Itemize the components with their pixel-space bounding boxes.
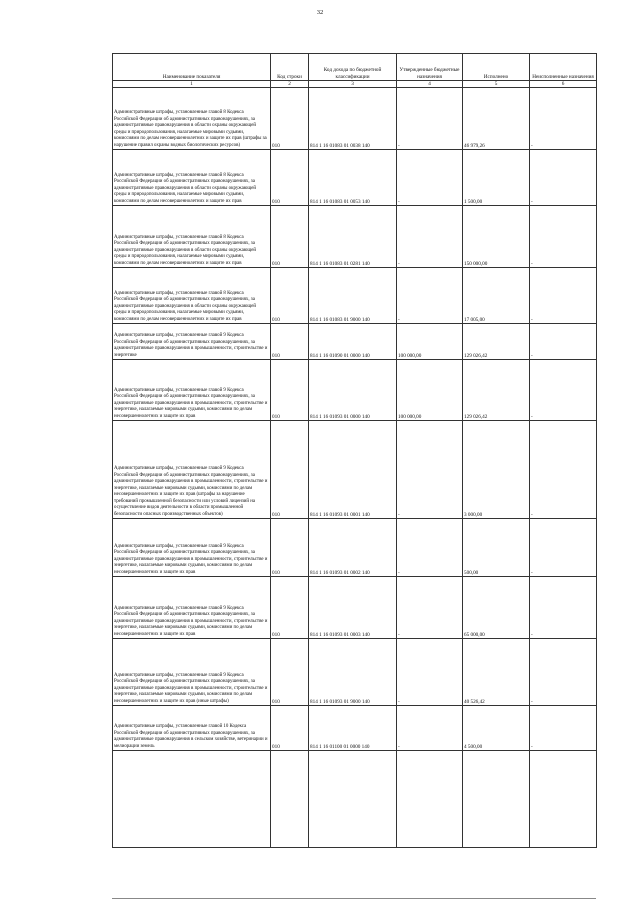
table-row: [113, 88, 597, 150]
row-name-cell: Административные штрафы, установленные главой 9 Кодекса Российской Федерации об административных правонарушениях, за административные правонарушения в промышленности, строительстве и энергетике, налагаемые мировыми судьями, комиссиями по делам несовершеннолетних и защите их прав: [113, 360, 271, 421]
table-row: [113, 639, 597, 706]
row-unexecuted-cell: -: [530, 577, 597, 639]
table-row: [113, 751, 597, 848]
row-line-code-cell: 010: [271, 577, 309, 639]
row-approved-cell: -: [397, 421, 463, 519]
table-row: [113, 577, 597, 639]
row-budget-code-cell: 814 1 16 01083 01 0038 140: [309, 88, 397, 150]
row-unexecuted-cell: -: [530, 88, 597, 150]
row-budget-code-cell: 814 1 16 01093 01 0000 140: [309, 360, 397, 421]
row-approved-cell: -: [397, 150, 463, 206]
row-line-code-cell: 010: [271, 421, 309, 519]
row-budget-code-cell: 814 1 16 01100 01 0000 140: [309, 706, 397, 751]
row-approved-cell: 100 000,00: [397, 360, 463, 421]
column-number: 6: [530, 81, 597, 88]
report-table: [112, 53, 597, 848]
row-approved-cell: 100 000,00: [397, 324, 463, 360]
row-unexecuted-cell: -: [530, 360, 597, 421]
table-row: [113, 206, 597, 268]
row-unexecuted-cell: -: [530, 206, 597, 268]
row-budget-code-cell: 814 1 16 01090 01 0000 140: [309, 324, 397, 360]
row-name-cell: Административные штрафы, установленные главой 9 Кодекса Российской Федерации об административных правонарушениях, за административные правонарушения в промышленности, строительстве и энергетике: [113, 324, 271, 360]
row-line-code-cell: 010: [271, 206, 309, 268]
row-unexecuted-cell: -: [530, 268, 597, 324]
column-header-line-code: Код строки: [271, 54, 309, 81]
page-number: 32: [316, 9, 324, 16]
row-budget-code-cell: 814 1 16 01083 01 0053 140: [309, 150, 397, 206]
row-approved-cell: -: [397, 639, 463, 706]
row-line-code-cell: 010: [271, 268, 309, 324]
row-executed-cell: 129 026,42: [463, 324, 530, 360]
row-executed-cell: 3 000,00: [463, 421, 530, 519]
table-header-row: [113, 54, 597, 81]
row-line-code-cell: 010: [271, 360, 309, 421]
row-line-code-cell: 010: [271, 324, 309, 360]
row-name-cell: Административные штрафы, установленные главой 9 Кодекса Российской Федерации об административных правонарушениях, за административные правонарушения в промышленности, строительстве и энергетике, налагаемые мировыми судьями, комиссиями по делам несовершеннолетних и защите их прав: [113, 577, 271, 639]
row-line-code-cell: 010: [271, 706, 309, 751]
column-header-approved: Утвержденные бюджетные назначения: [397, 54, 463, 81]
column-number: 2: [271, 81, 309, 88]
row-unexecuted-cell: [530, 751, 597, 848]
row-budget-code-cell: [309, 751, 397, 848]
row-name-cell: Административные штрафы, установленные главой 8 Кодекса Российской Федерации об административных правонарушениях, за административные правонарушения в области охраны окружающей среды и природопользования, налагаемые мировыми судьями, комиссиями по делам несовершеннолетних и защите их прав: [113, 268, 271, 324]
row-executed-cell: 500,00: [463, 519, 530, 577]
row-name-cell: Административные штрафы, установленные главой 8 Кодекса Российской Федерации об административных правонарушениях, за административные правонарушения в области охраны окружающей среды и природопользования, налагаемые мировыми судьями, комиссиями по делам несовершеннолетних и защите их прав: [113, 150, 271, 206]
row-executed-cell: 65 000,00: [463, 577, 530, 639]
row-budget-code-cell: 814 1 16 01083 01 0281 140: [309, 206, 397, 268]
row-line-code-cell: 010: [271, 639, 309, 706]
row-executed-cell: 4 500,00: [463, 706, 530, 751]
row-budget-code-cell: 814 1 16 01093 01 9000 140: [309, 639, 397, 706]
row-executed-cell: 129 026,42: [463, 360, 530, 421]
table-row: [113, 519, 597, 577]
row-line-code-cell: [271, 751, 309, 848]
row-budget-code-cell: 814 1 16 01093 01 0001 140: [309, 421, 397, 519]
row-executed-cell: 46 979,26: [463, 88, 530, 150]
column-header-executed: Исполнено: [463, 54, 530, 81]
column-number-row: [113, 81, 597, 88]
row-line-code-cell: 010: [271, 150, 309, 206]
row-budget-code-cell: 814 1 16 01083 01 9000 140: [309, 268, 397, 324]
row-name-cell: Административные штрафы, установленные главой 9 Кодекса Российской Федерации об административных правонарушениях, за административные правонарушения в промышленности, строительстве и энергетике, налагаемые мировыми судьями, комиссиями по делам несовершеннолетних и защите их прав (иные штрафы): [113, 639, 271, 706]
column-number: 5: [463, 81, 530, 88]
row-budget-code-cell: 814 1 16 01093 01 0002 140: [309, 519, 397, 577]
row-name-cell: [113, 751, 271, 848]
table-row: [113, 150, 597, 206]
row-executed-cell: 40 526,42: [463, 639, 530, 706]
row-approved-cell: [397, 751, 463, 848]
row-budget-code-cell: 814 1 16 01093 01 0003 140: [309, 577, 397, 639]
row-name-cell: Административные штрафы, установленные главой 8 Кодекса Российской Федерации об административных правонарушениях, за административные правонарушения в области охраны окружающей среды и природопользования, налагаемые мировыми судьями, комиссиями по делам несовершеннолетних и защите их прав: [113, 206, 271, 268]
column-header-budget-code: Код дохода по бюджетной классификации: [309, 54, 397, 81]
row-name-cell: Административные штрафы, установленные главой 9 Кодекса Российской Федерации об административных правонарушениях, за административные правонарушения в промышленности, строительстве и энергетике, налагаемые мировыми судьями, комиссиями по делам несовершеннолетних и защите их прав (штрафы за нарушение требований промышленной безопасности или условий лицензий на осуществление видов деятельности в области промышленной безопасности опасных производственных объектов): [113, 421, 271, 519]
row-approved-cell: -: [397, 519, 463, 577]
table-row: [113, 421, 597, 519]
table-row: [113, 324, 597, 360]
table-row: [113, 360, 597, 421]
column-number: 3: [309, 81, 397, 88]
row-approved-cell: -: [397, 268, 463, 324]
row-unexecuted-cell: -: [530, 150, 597, 206]
row-executed-cell: 17 005,00: [463, 268, 530, 324]
row-approved-cell: -: [397, 706, 463, 751]
row-executed-cell: [463, 751, 530, 848]
row-name-cell: Административные штрафы, установленные главой 10 Кодекса Российской Федерации об административных правонарушениях, за административные правонарушения в сельском хозяйстве, ветеринарии и мелиорации земель: [113, 706, 271, 751]
table-row: [113, 268, 597, 324]
row-executed-cell: 1 500,00: [463, 150, 530, 206]
row-unexecuted-cell: -: [530, 519, 597, 577]
column-header-name: Наименование показателя: [113, 54, 271, 81]
column-number: 1: [113, 81, 271, 88]
row-unexecuted-cell: -: [530, 706, 597, 751]
row-name-cell: Административные штрафы, установленные главой 9 Кодекса Российской Федерации об административных правонарушениях, за административные правонарушения в промышленности, строительстве и энергетике, налагаемые мировыми судьями, комиссиями по делам несовершеннолетних и защите их прав: [113, 519, 271, 577]
row-line-code-cell: 010: [271, 88, 309, 150]
row-executed-cell: 150 000,00: [463, 206, 530, 268]
row-approved-cell: -: [397, 88, 463, 150]
row-approved-cell: -: [397, 577, 463, 639]
row-unexecuted-cell: -: [530, 421, 597, 519]
row-unexecuted-cell: -: [530, 639, 597, 706]
row-name-cell: Административные штрафы, установленные главой 8 Кодекса Российской Федерации об административных правонарушениях, за административные правонарушения в области охраны окружающей среды и природопользования, налагаемые мировыми судьями, комиссиями по делам несовершеннолетних и защите их прав (штрафы за нарушение правил охраны водных биологических ресурсов): [113, 88, 271, 150]
table-body: [113, 88, 597, 848]
column-number: 4: [397, 81, 463, 88]
table-row: [113, 706, 597, 751]
page-bottom-rule: [112, 898, 596, 899]
row-line-code-cell: 010: [271, 519, 309, 577]
row-approved-cell: -: [397, 206, 463, 268]
column-header-unexecuted: Неисполненные назначения: [530, 54, 597, 81]
row-unexecuted-cell: -: [530, 324, 597, 360]
